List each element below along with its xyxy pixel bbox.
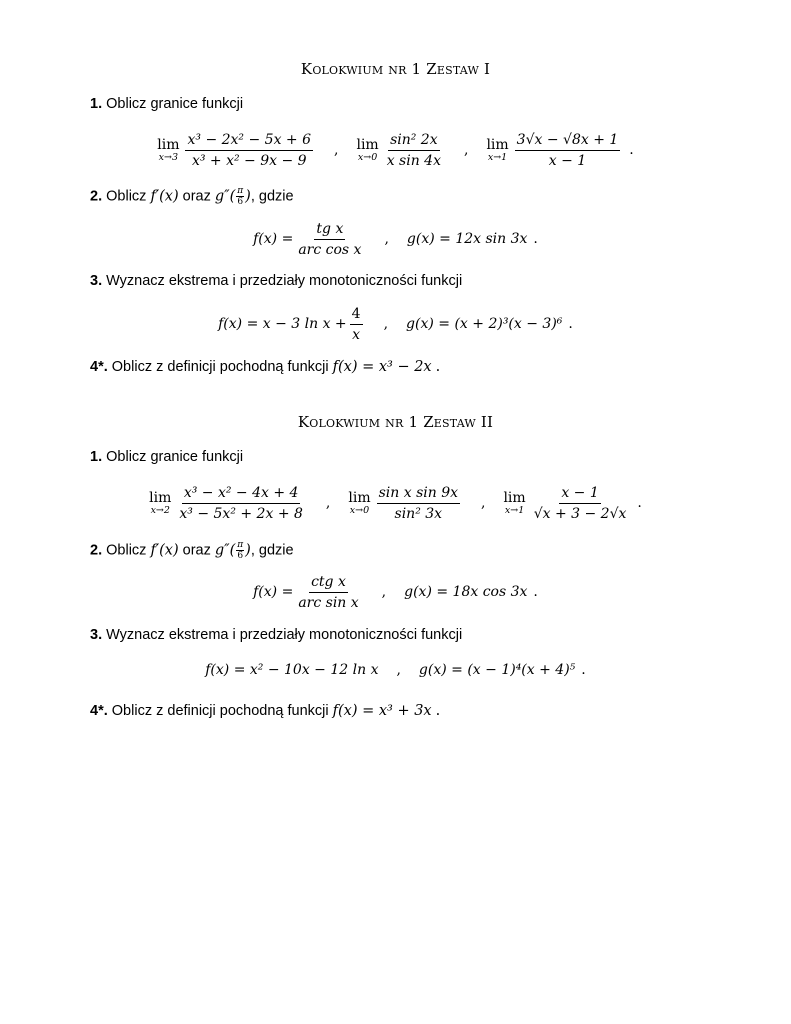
limit-operator <box>348 490 370 516</box>
set-1-title-main: Kolokwium nr 1 <box>300 60 422 78</box>
problem-number: 4*. <box>90 703 108 719</box>
limit-operator <box>149 490 171 516</box>
set-1-problem-4-heading <box>90 359 440 375</box>
period: . <box>568 316 573 332</box>
lim-label: lim <box>356 137 379 153</box>
set-2-problem-4-heading <box>90 703 440 719</box>
fraction-numerator: sin x sin 9x <box>377 485 460 504</box>
problem-number: 3. <box>90 627 103 643</box>
fraction-denominator: sin² 3x <box>394 505 443 522</box>
problem-number: 2. <box>90 542 103 559</box>
set-2-problem-3-heading <box>90 627 462 643</box>
lim-label: lim <box>348 490 371 506</box>
limit-subscript: x→0 <box>357 152 378 163</box>
problem-text: oraz <box>182 188 211 205</box>
lim-label: lim <box>503 490 526 506</box>
pi-symbol: π <box>237 186 244 196</box>
f-prime: f′(x) <box>150 542 179 559</box>
fraction-numerator: sin² 2x <box>388 132 440 151</box>
fraction-denominator: √x + 3 − 2√x <box>533 505 627 522</box>
lim-label: lim <box>486 137 509 153</box>
problem-text: Oblicz granice funkcji <box>106 96 244 112</box>
g-function: g(x) = 12x sin 3x <box>406 231 528 247</box>
fraction-numerator: ctg x <box>309 574 348 593</box>
f-function: f(x) = x³ + 3x <box>332 703 432 719</box>
separator: , <box>396 662 401 678</box>
g-function: g(x) = 18x cos 3x <box>404 584 528 600</box>
limit-fraction <box>385 132 443 169</box>
fraction-numerator: x³ − x² − 4x + 4 <box>182 485 301 504</box>
six: 6 <box>237 551 244 561</box>
set-1-problem-2-heading <box>90 186 294 207</box>
close-paren: ) <box>245 542 251 559</box>
problem-number: 4*. <box>90 359 108 375</box>
fraction-numerator: 4 <box>350 306 363 325</box>
limit-fraction <box>532 485 629 522</box>
fraction-denominator: x³ − 5x² + 2x + 8 <box>179 505 303 522</box>
separator: , <box>381 584 387 600</box>
fraction-denominator: x <box>352 326 361 343</box>
pi-over-six <box>236 540 244 561</box>
f-prime: f′(x) <box>150 188 179 205</box>
problem-text: Wyznacz ekstrema i przedziały monotoniczności funkcji <box>106 273 463 289</box>
f-function: f(x) = x² − 10x − 12 ln x <box>205 662 379 678</box>
period: . <box>629 142 634 158</box>
limit-fraction <box>177 485 305 522</box>
g-function: g(x) = (x − 1)⁴(x + 4)⁵ <box>418 662 576 678</box>
problem-text: Oblicz z definicji pochodną funkcji <box>111 703 329 719</box>
limit-subscript: x→1 <box>504 505 525 516</box>
lim-label: lim <box>149 490 172 506</box>
fraction-numerator: x − 1 <box>559 485 600 504</box>
limit-operator <box>356 137 378 163</box>
limit-fraction <box>377 485 460 522</box>
problem-number: 1. <box>90 96 103 112</box>
set-1-problem-3-functions <box>0 302 791 346</box>
set-2-problem-1-limits <box>0 480 791 526</box>
period: . <box>435 359 441 375</box>
set-1-problem-1-heading <box>90 96 243 112</box>
fraction-denominator: x − 1 <box>548 152 587 169</box>
limit-subscript: x→1 <box>487 152 508 163</box>
lim-label: lim <box>157 137 180 153</box>
fraction-numerator: tg x <box>314 221 345 240</box>
problem-text: Oblicz z definicji pochodną funkcji <box>111 359 329 375</box>
period: . <box>637 495 642 511</box>
limit-subscript: x→3 <box>158 152 179 163</box>
fraction-denominator: x sin 4x <box>386 152 441 169</box>
separator: , <box>325 495 331 511</box>
problem-text: , gdzie <box>250 188 294 205</box>
problem-text: , gdzie <box>250 542 294 559</box>
set-1-problem-1-limits <box>0 128 791 172</box>
set-1-title-set: Zestaw I <box>426 60 491 78</box>
f-function: f(x) = x³ − 2x <box>332 359 432 375</box>
fraction-numerator: x³ − 2x² − 5x + 6 <box>185 132 313 151</box>
set-2-title-set: Zestaw II <box>423 413 494 431</box>
f-function: f(x) = x − 3 ln x + <box>218 316 347 332</box>
fraction-denominator: x³ + x² − 9x − 9 <box>191 152 307 169</box>
g-double-prime: g″( <box>214 542 236 559</box>
separator: , <box>334 142 339 158</box>
limit-subscript: x→0 <box>349 505 370 516</box>
problem-number: 3. <box>90 273 103 289</box>
limit-subscript: x→2 <box>150 505 170 516</box>
problem-text: Oblicz <box>106 542 147 559</box>
close-paren: ) <box>245 188 251 205</box>
set-2-problem-3-functions <box>0 658 791 682</box>
set-1-problem-3-heading <box>90 273 462 289</box>
set-2-title-main: Kolokwium nr 1 <box>297 413 419 431</box>
f-label: f(x) = <box>253 231 294 247</box>
limit-operator <box>486 137 508 163</box>
f-fraction <box>296 574 360 611</box>
problem-text: Oblicz <box>106 188 147 205</box>
set-2-title <box>0 413 791 431</box>
separator: , <box>463 142 469 158</box>
limit-operator <box>503 490 525 516</box>
fraction-numerator: 3√x − √8x + 1 <box>515 132 621 151</box>
f-fraction <box>350 306 363 343</box>
six: 6 <box>237 197 244 207</box>
limit-operator <box>157 137 179 163</box>
fraction-denominator: arc cos x <box>298 241 362 258</box>
limit-fraction <box>185 132 313 169</box>
set-2-problem-2-heading <box>90 540 294 561</box>
f-label: f(x) = <box>253 584 294 600</box>
set-2-problem-1-heading <box>90 449 243 465</box>
problem-number: 2. <box>90 188 103 205</box>
problem-number: 1. <box>90 449 103 465</box>
fraction-denominator: arc sin x <box>298 594 359 611</box>
problem-text: Wyznacz ekstrema i przedziały monotoniczności funkcji <box>106 627 463 643</box>
problem-text: oraz <box>182 542 211 559</box>
problem-text: Oblicz granice funkcji <box>106 449 244 465</box>
period: . <box>435 703 441 719</box>
period: . <box>533 584 538 600</box>
limit-fraction <box>515 132 621 169</box>
period: . <box>581 662 586 678</box>
separator: , <box>384 231 389 247</box>
period: . <box>533 231 538 247</box>
pi-over-six <box>236 186 244 207</box>
set-1-problem-2-functions <box>0 218 791 260</box>
f-fraction <box>296 221 363 258</box>
separator: , <box>481 495 486 511</box>
g-double-prime: g″( <box>214 188 236 205</box>
g-function: g(x) = (x + 2)³(x − 3)⁶ <box>406 316 563 332</box>
set-2-problem-2-functions <box>0 571 791 613</box>
set-1-title <box>0 60 791 78</box>
separator: , <box>383 316 389 332</box>
pi-symbol: π <box>237 540 244 550</box>
